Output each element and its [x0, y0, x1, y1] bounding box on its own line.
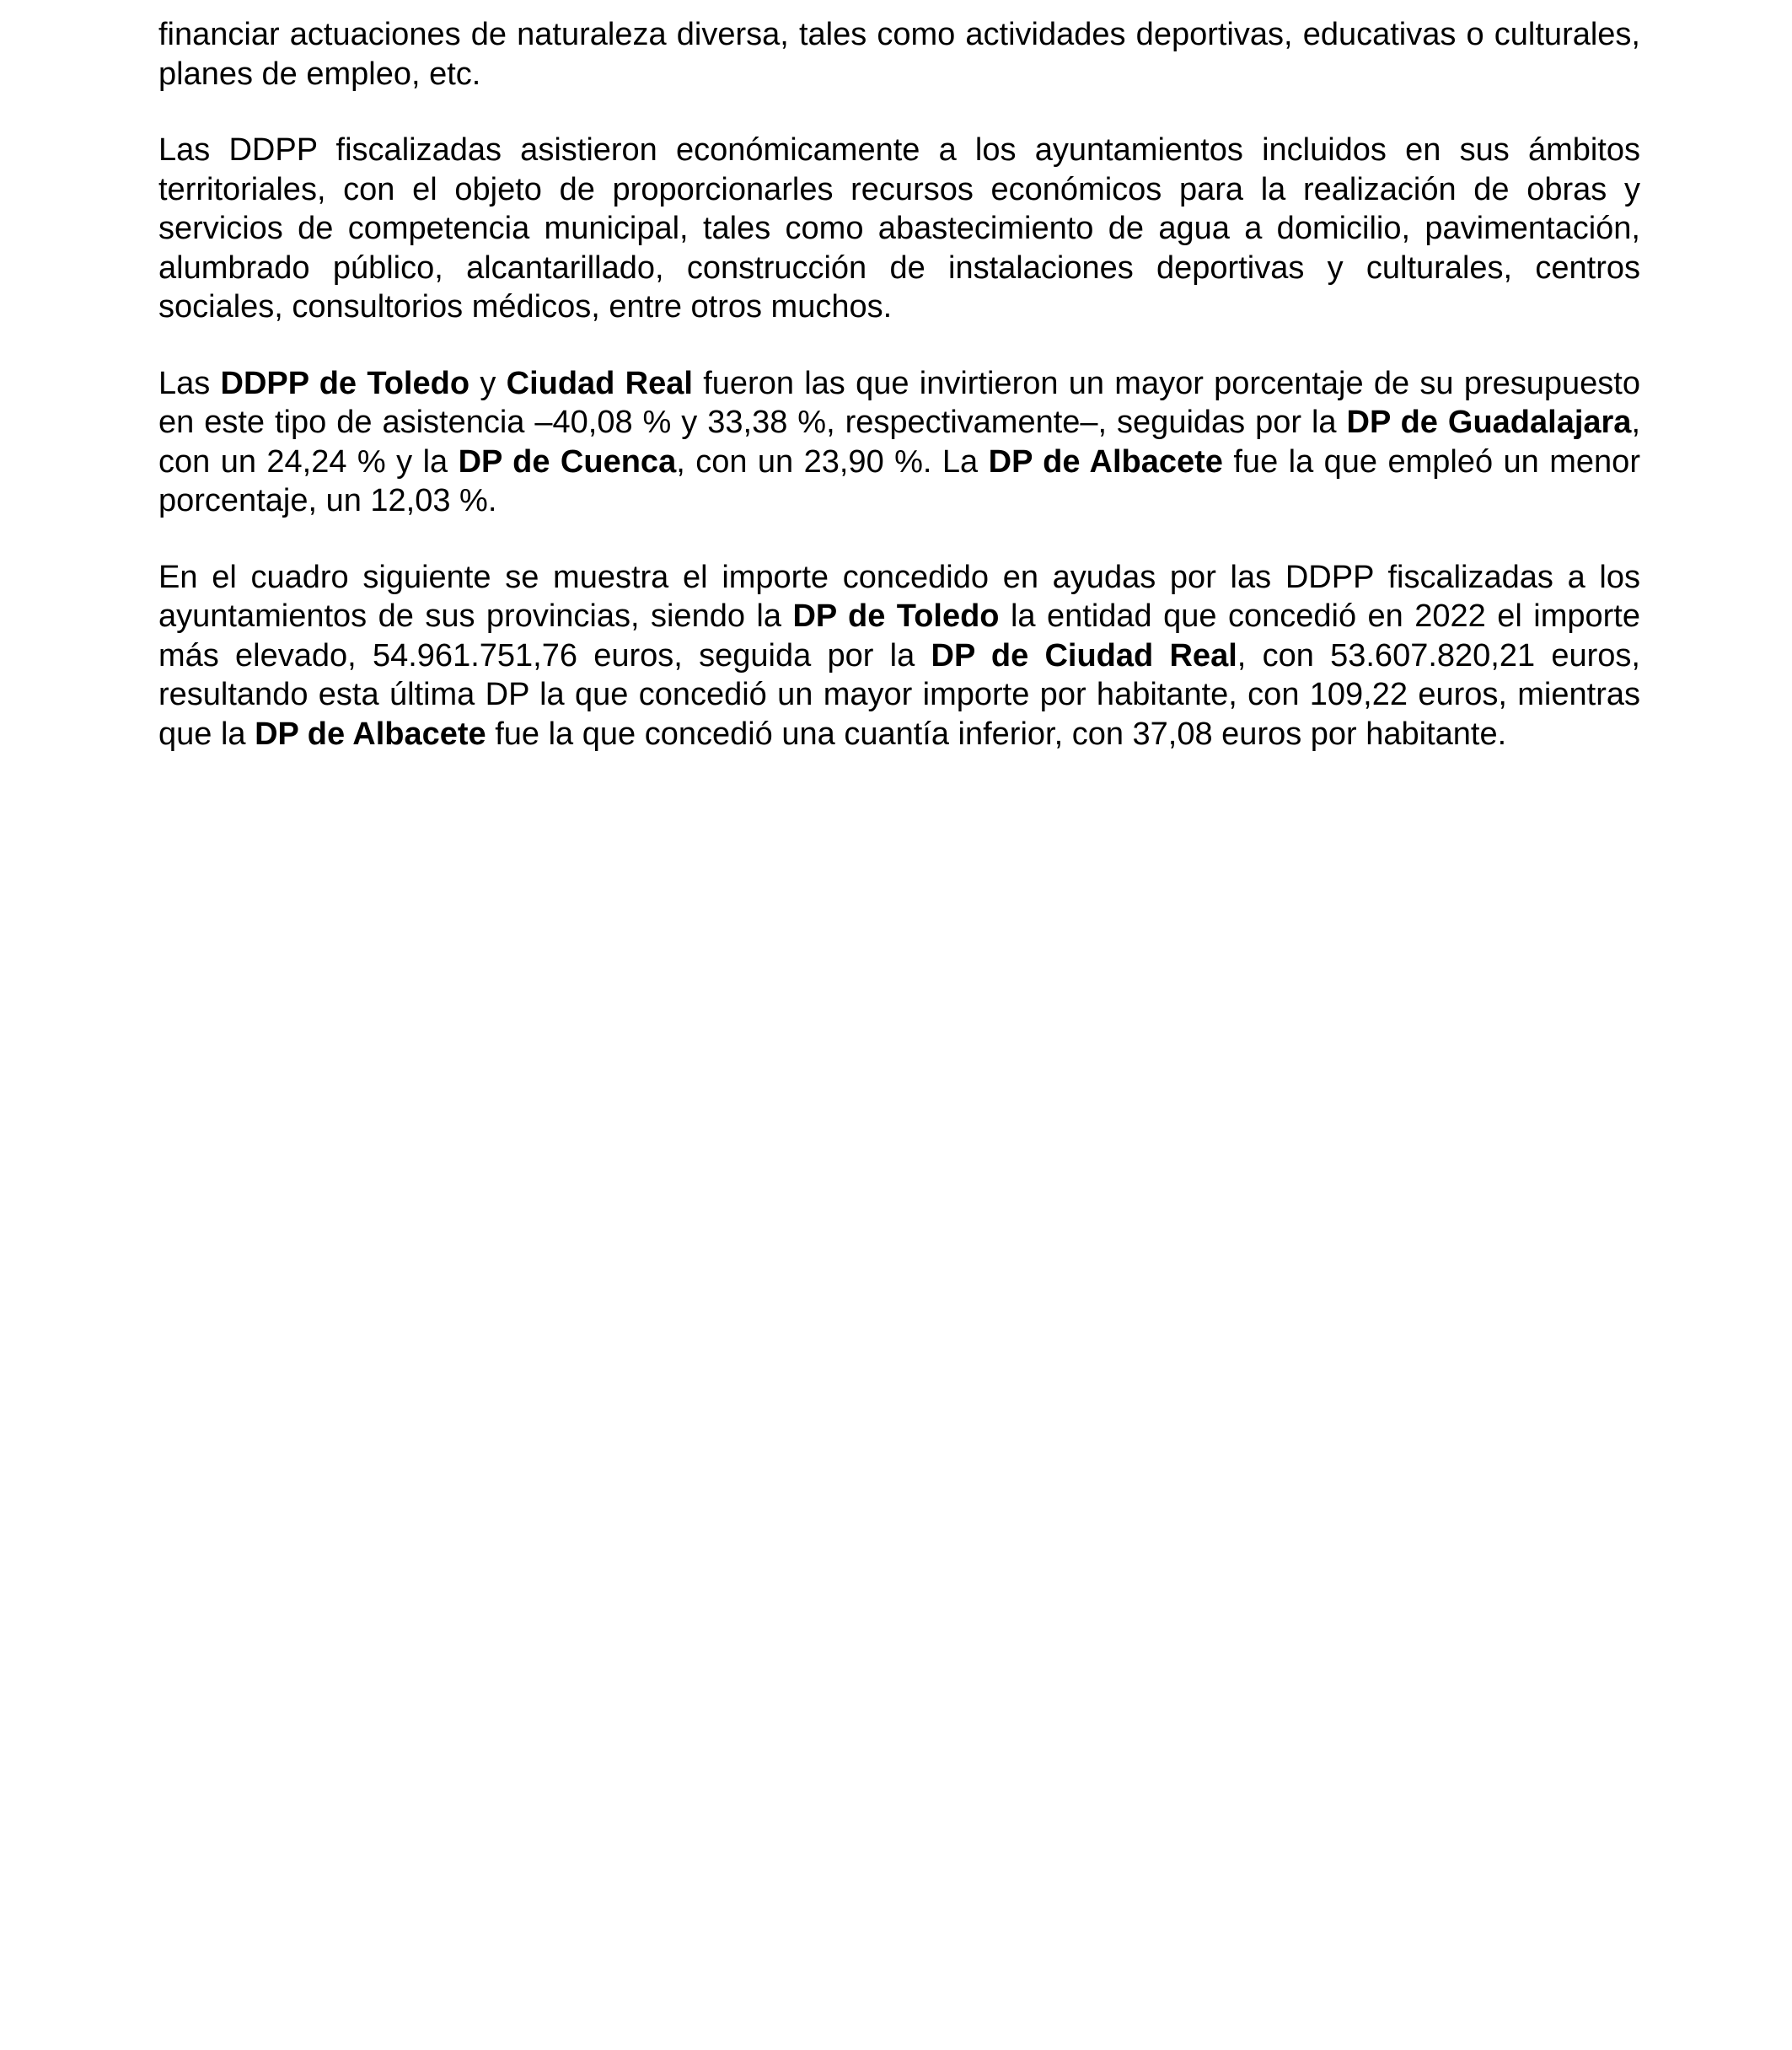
bold-entity-dp-guadalajara: DP de Guadalajara	[1346, 405, 1632, 440]
text-run: En el cuadro siguiente se muestra el importe concedido en ayudas por las DDPP fiscalizadas a los ayuntamientos de sus provincias, siendo la	[158, 559, 1640, 634]
bold-entity-dp-cuenca: DP de Cuenca	[458, 443, 677, 480]
bold-entity-dp-albacete: DP de Albacete	[255, 716, 486, 752]
paragraph-investment-percentages	[158, 364, 1640, 521]
text-run: fue la que empleó un menor porcentaje, un 12,03 %.	[158, 443, 1640, 518]
text-run: fue la que concedió una cuantía inferior, con 37,08 euros por habitante.	[486, 716, 1507, 752]
bold-entity-dp-albacete: DP de Albacete	[988, 443, 1223, 480]
text-run: financiar actuaciones de naturaleza diversa, tales como actividades deportivas, educativas o culturales, planes de empleo, etc.	[158, 17, 1640, 92]
text-run: , con un 24,24 % y la	[158, 405, 1641, 480]
text-run: , con 53.607.820,21 euros, resultando esta última DP la que concedió un mayor importe por habitante, con 109,22 euros, mientras que la	[158, 637, 1640, 752]
text-run: Las DDPP fiscalizadas asistieron económicamente a los ayuntamientos incluidos en sus ámbitos territoriales, con el objeto de proporcionarles recursos económicos para la realización de obras y servicios de competencia municipal, tales como abastecimiento de agua a domicilio, pavimentación, alumbrado público, alcantarillado, construcción de instalaciones deportivas y culturales, centros sociales, consultorios médicos, entre otros muchos.	[158, 132, 1640, 325]
text-run: fueron las que invirtieron un mayor porcentaje de su presupuesto en este tipo de asistencia –40,08 % y 33,38 %, respectivamente–, seguidas por la	[158, 365, 1640, 440]
bold-entity-ddpp-toledo: DDPP de Toledo	[220, 365, 470, 401]
bold-entity-dp-toledo: DP de Toledo	[792, 598, 1000, 634]
bold-entity-ciudad-real: Ciudad Real	[506, 365, 693, 401]
text-run: Las	[158, 365, 221, 401]
text-run: la entidad que concedió en 2022 el importe más elevado, 54.961.751,76 euros, seguida por la	[158, 598, 1640, 673]
document-body	[158, 15, 1640, 754]
paragraph-amounts-granted	[158, 558, 1640, 754]
text-run: , con un 23,90 %. La	[676, 443, 989, 480]
paragraph-intro-continuation	[158, 15, 1640, 94]
paragraph-economic-assistance	[158, 131, 1640, 327]
bold-entity-dp-ciudad-real: DP de Ciudad Real	[931, 637, 1237, 673]
text-run: y	[469, 365, 507, 401]
